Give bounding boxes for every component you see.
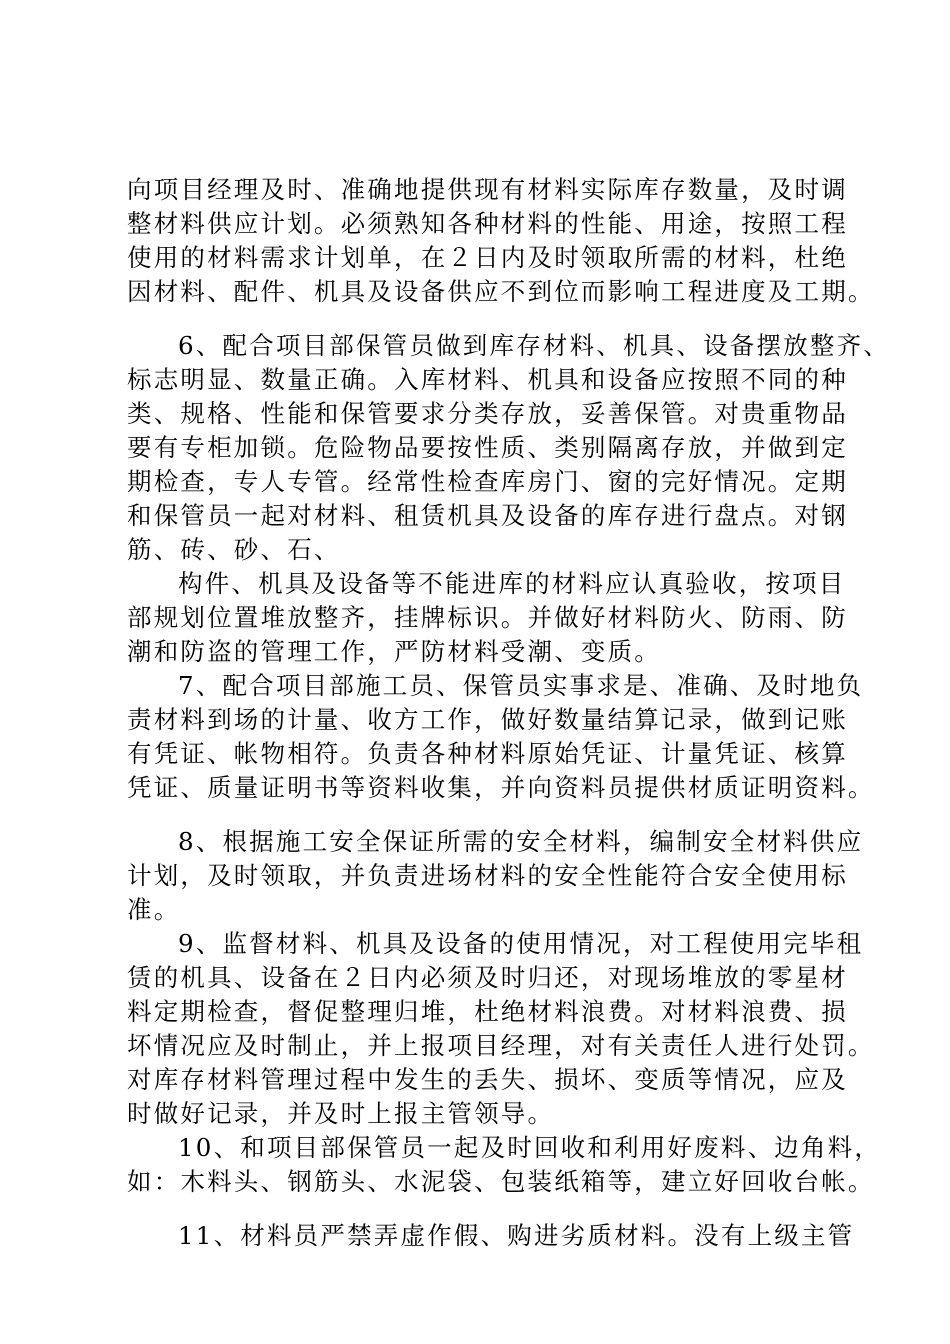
text-line: 整材料供应计划。必须熟知各种材料的性能、用途，按照工程 — [127, 209, 848, 238]
text-line: 6、配合项目部保管员做到库存材料、机具、设备摆放整齐、 — [178, 331, 890, 360]
text-line: 凭证、质量证明书等资料收集，并向资料员提供材质证明资料。 — [127, 773, 875, 802]
text-line: 坏情况应及时制止，并上报项目经理，对有关责任人进行处罚。 — [127, 1031, 875, 1060]
text-line: 向项目经理及时、准确地提供现有材料实际库存数量，及时调 — [127, 175, 848, 204]
text-line: 10、和项目部保管员一起及时回收和利用好废料、边角料， — [178, 1133, 882, 1162]
text-line: 要有专柜加锁。危险物品要按性质、类别隔离存放，并做到定 — [127, 433, 848, 462]
text-line: 准。 — [127, 895, 181, 924]
text-line: 责材料到场的计量、收方工作，做好数量结算记录，做到记账 — [127, 705, 848, 734]
text-line: 因材料、配件、机具及设备供应不到位而影响工程进度及工期。 — [127, 277, 875, 306]
text-line: 8、根据施工安全保证所需的安全材料，编制安全材料供应 — [178, 827, 864, 856]
text-line: 对库存材料管理过程中发生的丢失、损坏、变质等情况，应及 — [127, 1065, 848, 1094]
text-line: 赁的机具、设备在２日内必须及时归还，对现场堆放的零星材 — [127, 963, 848, 992]
text-line: 料定期检查，督促整理归堆，杜绝材料浪费。对材料浪费、损 — [127, 997, 848, 1026]
text-line: 类、规格、性能和保管要求分类存放，妥善保管。对贵重物品 — [127, 399, 848, 428]
text-line: 11、材料员严禁弄虚作假、购进劣质材料。没有上级主管 — [178, 1221, 855, 1250]
text-line: 标志明显、数量正确。入库材料、机具和设备应按照不同的种 — [127, 365, 848, 394]
text-line: 计划，及时领取，并负责进场材料的安全性能符合安全使用标 — [127, 861, 848, 890]
text-line: 潮和防盗的管理工作，严防材料受潮、变质。 — [127, 637, 661, 666]
text-line: 筋、砖、砂、石、 — [127, 535, 341, 564]
text-line: 部规划位置堆放整齐，挂牌标识。并做好材料防火、防雨、防 — [127, 603, 848, 632]
text-line: 期检查，专人专管。经常性检查库房门、窗的完好情况。定期 — [127, 467, 848, 496]
text-line: 构件、机具及设备等不能进库的材料应认真验收，按项目 — [178, 569, 846, 598]
text-line: 和保管员一起对材料、租赁机具及设备的库存进行盘点。对钢 — [127, 501, 848, 530]
text-line: 有凭证、帐物相符。负责各种材料原始凭证、计量凭证、核算 — [127, 739, 848, 768]
text-line: 9、监督材料、机具及设备的使用情况，对工程使用完毕租 — [178, 929, 864, 958]
text-line: 7、配合项目部施工员、保管员实事求是、准确、及时地负 — [178, 671, 864, 700]
text-line: 时做好记录，并及时上报主管领导。 — [127, 1099, 555, 1128]
text-line: 如：木料头、钢筋头、水泥袋、包装纸箱等，建立好回收台帐。 — [127, 1167, 875, 1196]
text-line: 使用的材料需求计划单，在２日内及时领取所需的材料，杜绝 — [127, 243, 848, 272]
